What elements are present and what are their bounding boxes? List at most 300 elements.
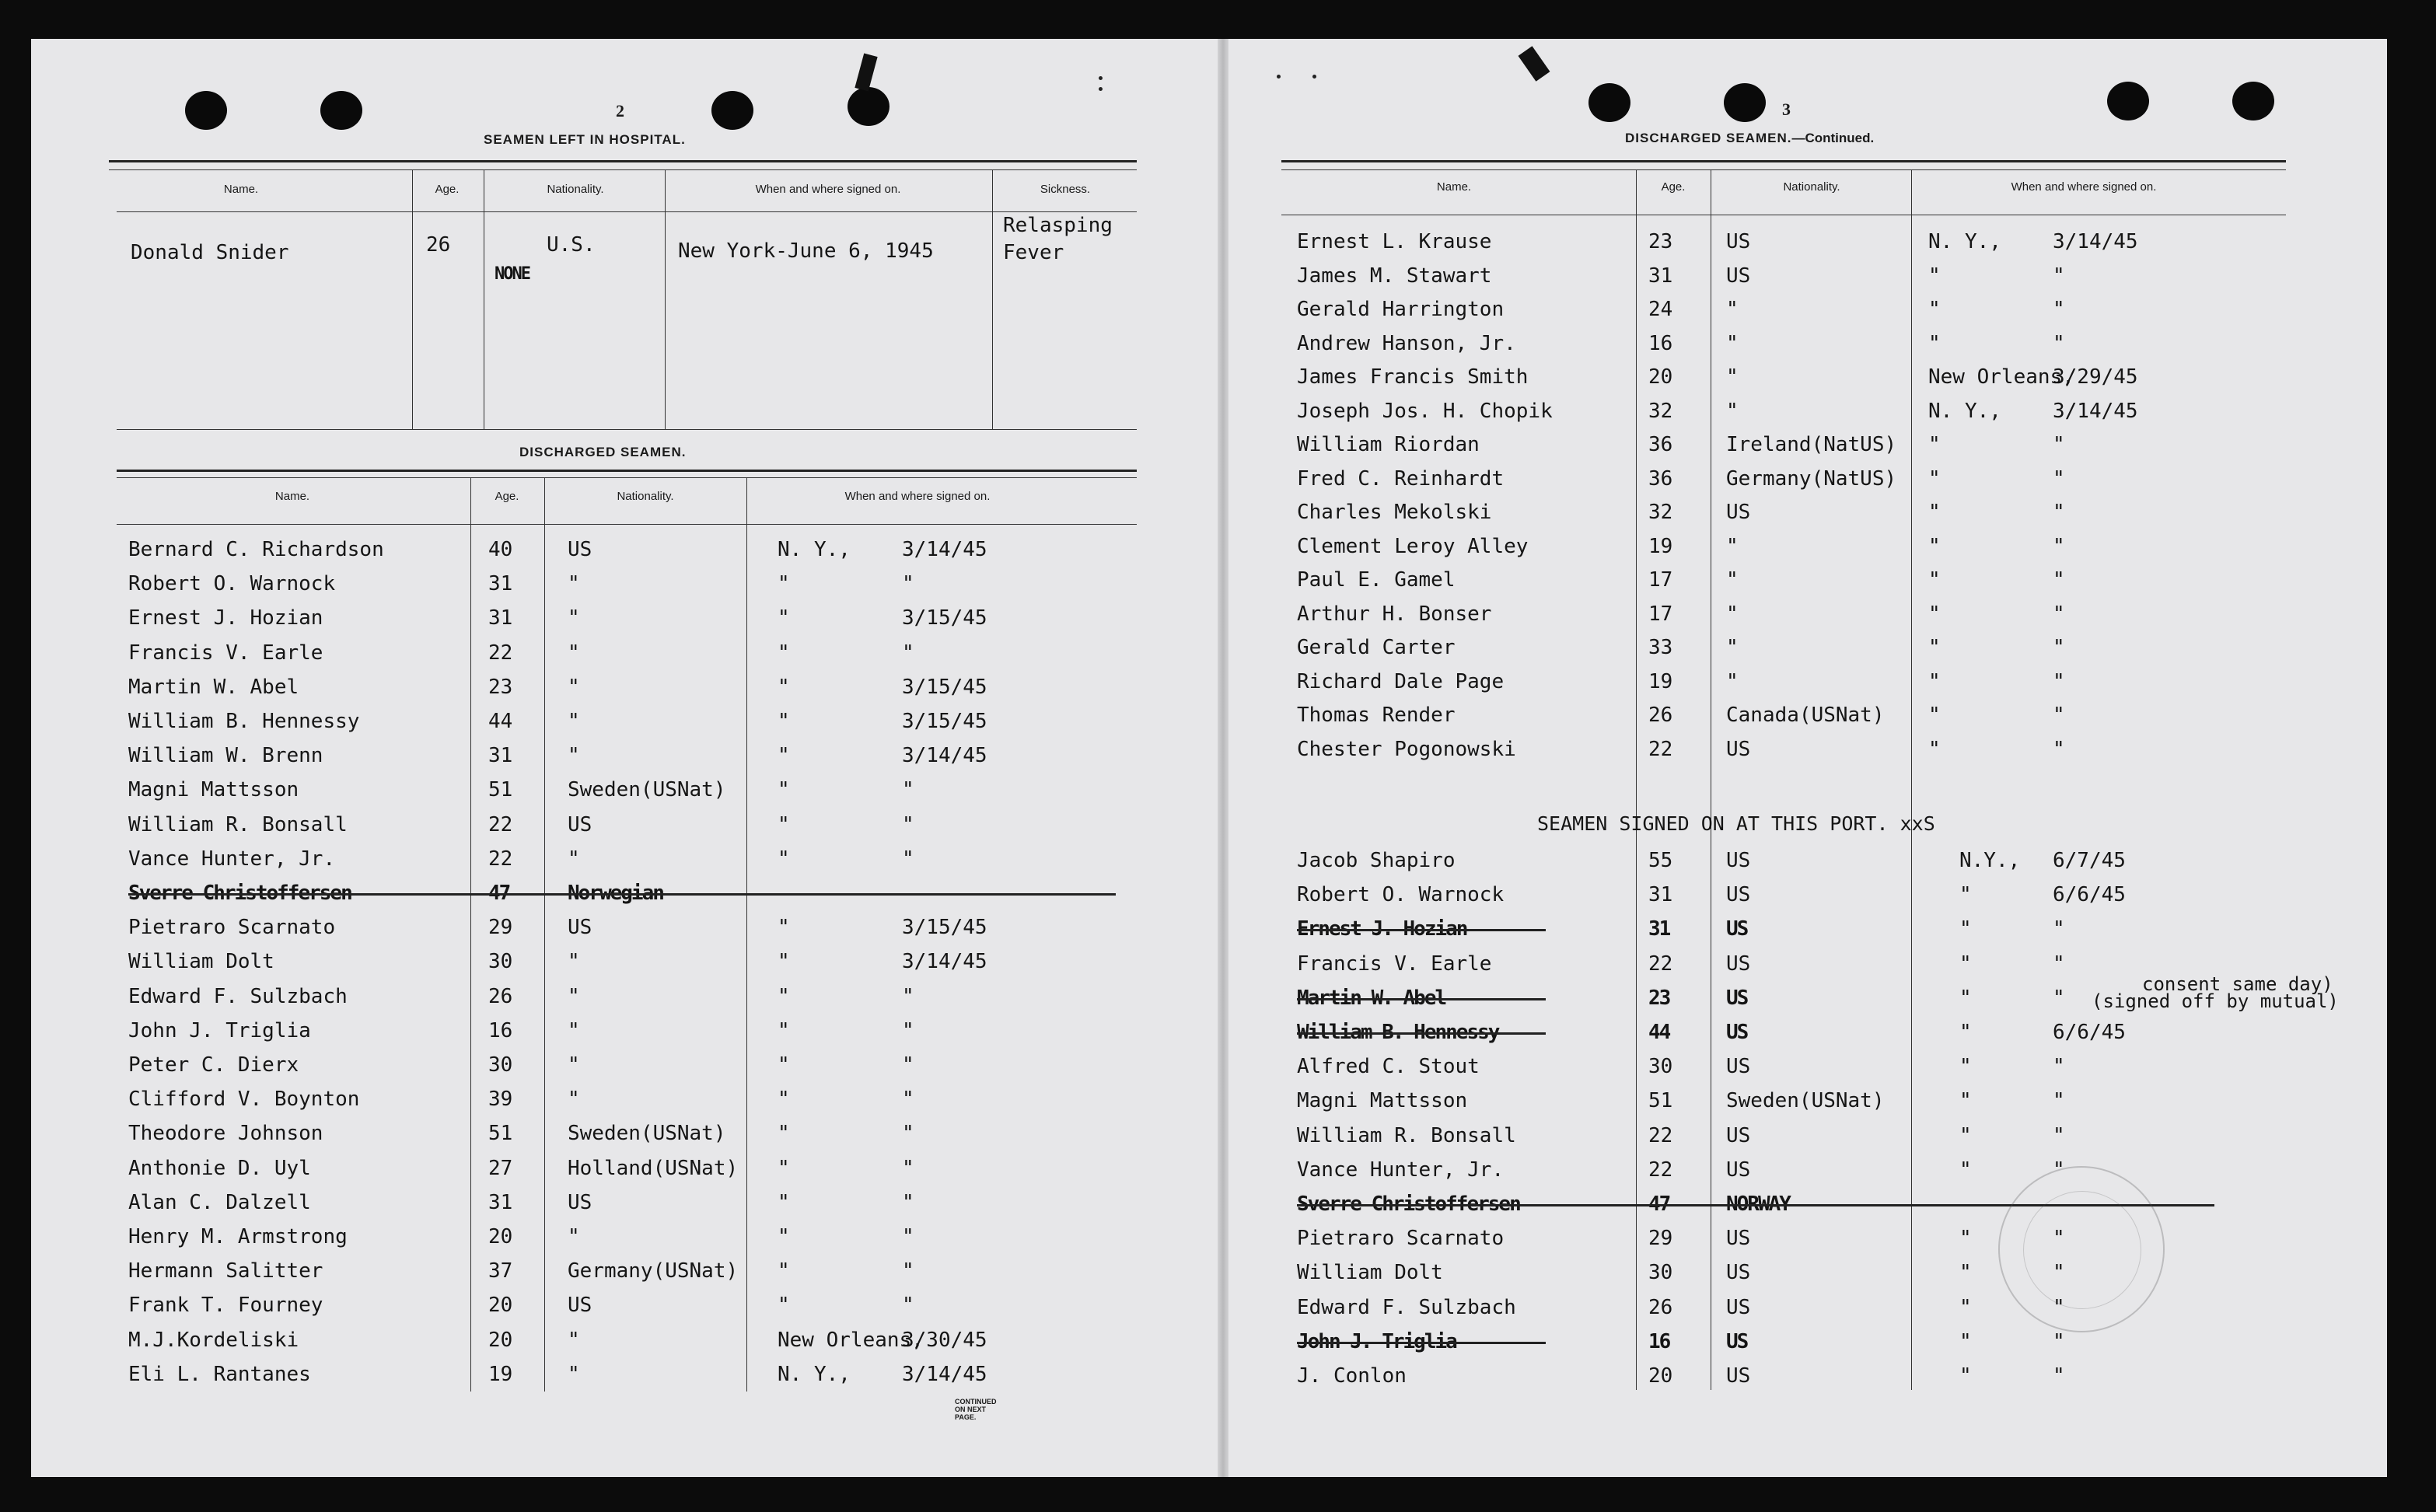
row-signed-place: " [778,1294,790,1318]
row-nationality: " [568,675,580,699]
row-signed-date: " [2053,264,2065,288]
row-signed-place: " [1959,1158,1972,1182]
row-name: Paul E. Gamel [1297,568,1456,592]
row-signed-place: " [778,572,790,596]
row-nationality: US [1726,986,1748,1010]
row-signed-date: 3/14/45 [902,744,987,768]
hospital-nationality: U.S. [547,233,596,257]
punch-hole [711,91,753,130]
row-signed-date: " [902,1053,914,1077]
center-fold [1218,39,1228,1477]
row-nationality: Sweden(USNat) [568,778,726,802]
row-age: 19 [1648,534,1673,558]
row-signed-date: " [902,1259,914,1283]
row-nationality: " [568,847,580,871]
row-name: Sverre Christoffersen [128,882,351,905]
row-nationality: US [568,538,592,561]
row-age: 29 [488,916,513,940]
row-age: 31 [1648,883,1673,907]
row-age: 31 [488,572,513,596]
dust-mark [1099,76,1103,80]
row-name: Edward F. Sulzbach [1297,1295,1516,1319]
row-signed-place: " [778,916,790,940]
row-signed-date: " [902,1225,914,1248]
row-age: 19 [488,1362,513,1386]
row-signed-date: 3/15/45 [902,710,987,733]
row-name: Theodore Johnson [128,1122,323,1146]
row-nationality: " [1726,331,1739,355]
row-nationality: NORWAY [1726,1192,1790,1216]
strike-line [1297,1342,1546,1344]
row-signed-date: " [2053,298,2065,321]
row-name: Magni Mattsson [128,778,299,802]
row-signed-date: 3/29/45 [2053,365,2138,389]
row-signed-place: " [778,1259,790,1283]
row-name: James Francis Smith [1297,365,1529,389]
column-header-signed-on: When and where signed on. [2011,180,2157,194]
row-age: 22 [488,812,513,836]
row-age: 31 [488,744,513,768]
row-signed-date: 3/14/45 [2053,230,2138,253]
row-signed-date: " [2053,952,2065,976]
row-signed-place: N. Y., [778,538,851,561]
row-signed-place: " [1928,669,1941,693]
row-signed-place: " [778,606,790,630]
row-signed-date: " [902,778,914,802]
row-signed-place: " [778,675,790,699]
row-name: William W. Brenn [128,744,323,768]
row-age: 32 [1648,399,1673,423]
row-age: 20 [488,1328,513,1352]
row-name: Vance Hunter, Jr. [128,847,336,871]
row-signed-place: " [778,1190,790,1214]
row-nationality: " [568,950,580,974]
row-nationality: Germany(USNat) [568,1259,739,1283]
row-signed-place: " [1928,737,1941,761]
row-signed-date: " [902,641,914,665]
row-nationality: US [1726,917,1748,941]
punch-hole [1588,83,1630,122]
strike-line [1297,998,1546,1000]
row-name: Martin W. Abel [1297,986,1446,1010]
row-age: 19 [1648,669,1673,693]
row-name: M.J.Kordeliski [128,1328,299,1352]
column-header-nationality: Nationality. [617,490,674,503]
row-nationality: US [1726,264,1751,288]
row-signed-place: " [778,710,790,733]
row-name: Magni Mattsson [1297,1089,1468,1113]
row-signed-place: " [778,847,790,871]
row-signed-date: 3/14/45 [902,538,987,561]
row-name: Clement Leroy Alley [1297,534,1529,558]
row-nationality: " [568,710,580,733]
row-signed-place: " [1959,1021,1972,1044]
row-nationality: " [568,641,580,665]
row-nationality: US [1726,883,1751,907]
row-age: 44 [488,710,513,733]
row-nationality: US [568,916,592,940]
row-age: 23 [488,675,513,699]
row-nationality: " [568,1088,580,1112]
row-signed-date: " [2053,466,2065,491]
row-age: 39 [488,1088,513,1112]
continued-note: CONTINUED ON NEXT PAGE. [955,1398,997,1421]
row-signed-place: " [1928,534,1941,558]
row-nationality: US [1726,1158,1751,1182]
page-number: 3 [1782,100,1791,119]
row-nationality: " [568,606,580,630]
row-signed-date: " [2053,1295,2065,1319]
row-nationality: US [1726,1295,1751,1319]
row-age: 47 [1648,1192,1670,1216]
row-signed-date: " [2053,1123,2065,1147]
row-nationality: Canada(USNat) [1726,704,1885,727]
row-name: Pietraro Scarnato [128,916,336,940]
row-nationality: " [1726,636,1739,659]
row-age: 40 [488,538,513,561]
row-name: William R. Bonsall [128,812,348,836]
row-signed-date: " [2053,986,2065,1010]
row-nationality: US [1726,1364,1751,1388]
row-signed-date: 3/15/45 [902,606,987,630]
row-nationality: Norwegian [568,882,663,905]
signed-on-section-title: SEAMEN SIGNED ON AT THIS PORT. xxS [1537,812,1935,835]
row-age: 20 [1648,1364,1673,1388]
title-suffix: —Continued. [1791,131,1875,145]
row-signed-place: N. Y., [1928,399,2001,423]
row-age: 30 [1648,1055,1673,1079]
row-name: Gerald Carter [1297,636,1456,659]
row-name: William Dolt [1297,1261,1443,1285]
row-age: 22 [1648,952,1673,976]
faded-stamp [1998,1166,2165,1332]
row-signed-date: 3/15/45 [902,675,987,699]
row-signed-date: " [2053,1158,2065,1182]
row-age: 27 [488,1156,513,1180]
row-signed-place: " [1928,568,1941,592]
row-signed-date: " [902,847,914,871]
row-signed-date: " [2053,433,2065,456]
row-age: 20 [1648,365,1673,389]
column-header-name: Name. [274,490,310,503]
row-nationality: " [568,1225,580,1248]
row-signed-date: " [2053,917,2065,941]
row-signed-date: " [2053,1364,2065,1388]
row-nationality: " [1726,568,1739,592]
row-nationality: " [1726,534,1739,558]
row-signed-date: " [902,1294,914,1318]
row-name: Clifford V. Boynton [128,1088,360,1112]
row-age: 23 [1648,230,1673,253]
note-consent: consent same day) [2142,973,2333,995]
row-age: 26 [1648,1295,1673,1319]
row-signed-place: " [1959,1123,1972,1147]
row-signed-place: " [1959,1089,1972,1113]
row-name: Francis V. Earle [128,641,323,665]
row-age: 26 [488,984,513,1008]
row-name: William Riordan [1297,433,1480,456]
row-signed-place: " [778,1122,790,1146]
column-header-nationality: Nationality. [1783,180,1840,194]
row-signed-date: 6/7/45 [2053,849,2126,872]
row-name: Peter C. Dierx [128,1053,299,1077]
row-signed-place: N.Y., [1959,849,2021,872]
row-nationality: US [1726,1055,1751,1079]
row-name: Hermann Salitter [128,1259,323,1283]
row-age: 44 [1648,1021,1670,1044]
row-signed-date: 3/14/45 [902,950,987,974]
row-nationality: " [568,744,580,768]
row-name: Gerald Harrington [1297,298,1505,321]
row-age: 30 [488,1053,513,1077]
row-signed-place: " [1928,501,1941,524]
row-age: 55 [1648,849,1673,872]
column-header-age: Age. [1661,180,1686,194]
column-header-name: Name. [223,183,259,196]
hospital-name: Donald Snider [131,241,289,264]
row-name: Bernard C. Richardson [128,538,384,561]
row-signed-place: " [1959,1295,1972,1319]
row-signed-place: " [1928,704,1941,727]
row-nationality: US [1726,1227,1751,1251]
row-signed-date: 6/6/45 [2053,1021,2126,1044]
row-age: 22 [488,641,513,665]
row-signed-place: New Orleans, [778,1328,924,1352]
row-signed-date: 3/30/45 [902,1328,987,1352]
row-name: Ernest J. Hozian [1297,917,1467,941]
column-header-age: Age. [435,183,460,196]
discharged-section-title: DISCHARGED SEAMEN. [519,445,687,459]
row-age: 17 [1648,602,1673,626]
row-name: John J. Triglia [1297,1329,1456,1353]
row-signed-place: " [778,641,790,665]
row-nationality: US [1726,501,1751,524]
row-signed-date: " [902,984,914,1008]
row-age: 22 [1648,737,1673,761]
dust-mark [1277,75,1281,79]
strike-line [1297,929,1546,931]
row-age: 31 [488,1190,513,1214]
row-name: Fred C. Reinhardt [1297,466,1505,491]
row-signed-date: " [2053,331,2065,355]
row-signed-place: " [1959,917,1972,941]
row-nationality: " [568,984,580,1008]
row-name: Sverre Christoffersen [1297,1192,1520,1216]
row-signed-place: " [778,778,790,802]
row-age: 22 [1648,1123,1673,1147]
row-nationality: " [568,1053,580,1077]
row-signed-date: " [902,572,914,596]
row-signed-place: " [778,950,790,974]
hospital-sickness-2: Fever [1003,241,1064,264]
row-nationality: " [568,1328,580,1352]
row-signed-date: " [2053,501,2065,524]
hospital-section-title: SEAMEN LEFT IN HOSPITAL. [484,132,686,147]
row-nationality: " [1726,669,1739,693]
row-nationality: US [1726,1123,1751,1147]
hospital-age: 26 [426,233,451,257]
row-signed-place: " [778,1225,790,1248]
row-age: 47 [488,882,510,905]
row-name: Jacob Shapiro [1297,849,1456,872]
row-signed-date: " [2053,1089,2065,1113]
row-nationality: US [1726,1021,1748,1044]
row-signed-date: 3/14/45 [2053,399,2138,423]
row-name: Andrew Hanson, Jr. [1297,331,1516,355]
row-name: Thomas Render [1297,704,1456,727]
row-name: Vance Hunter, Jr. [1297,1158,1505,1182]
row-name: James M. Stawart [1297,264,1492,288]
row-signed-date: " [2053,737,2065,761]
row-nationality: US [1726,737,1751,761]
row-age: 17 [1648,568,1673,592]
row-signed-date: " [2053,704,2065,727]
row-age: 30 [488,950,513,974]
row-nationality: US [1726,1261,1751,1285]
row-age: 24 [1648,298,1673,321]
row-name: Anthonie D. Uyl [128,1156,311,1180]
row-name: Joseph Jos. H. Chopik [1297,399,1553,423]
row-age: 16 [1648,1329,1670,1353]
row-name: Edward F. Sulzbach [128,984,348,1008]
row-signed-place: " [1959,952,1972,976]
dust-mark [1312,75,1316,79]
row-nationality: US [568,1190,592,1214]
row-signed-place: New Orleans, [1928,365,2074,389]
punch-hole [2232,82,2274,120]
row-signed-place: " [1928,264,1941,288]
row-signed-date: " [902,1018,914,1042]
row-signed-place: " [1959,1364,1972,1388]
row-signed-date: " [2053,636,2065,659]
row-signed-place: " [1928,331,1941,355]
row-name: Francis V. Earle [1297,952,1492,976]
row-age: 20 [488,1294,513,1318]
row-signed-place: " [778,1053,790,1077]
row-signed-place: N. Y., [778,1362,851,1386]
row-age: 51 [1648,1089,1673,1113]
row-nationality: " [1726,399,1739,423]
row-name: William Dolt [128,950,274,974]
discharged-continued-title [1625,131,1874,146]
row-signed-date: " [902,1122,914,1146]
punch-hole [185,91,227,130]
row-name: Ernest J. Hozian [128,606,323,630]
row-signed-date: " [2053,669,2065,693]
row-age: 26 [1648,704,1673,727]
row-signed-place: " [1928,602,1941,626]
row-age: 20 [488,1225,513,1248]
row-name: Richard Dale Page [1297,669,1505,693]
column-header-nationality: Nationality. [547,183,604,196]
row-name: Martin W. Abel [128,675,299,699]
row-name: Ernest L. Krause [1297,230,1492,253]
row-signed-place: " [1959,1329,1972,1353]
row-age: 16 [1648,331,1673,355]
row-name: Arthur H. Bonser [1297,602,1492,626]
row-age: 31 [1648,917,1670,941]
row-nationality: Sweden(USNat) [568,1122,726,1146]
row-signed-date: " [2053,1329,2065,1353]
row-age: 23 [1648,986,1670,1010]
row-name: William B. Hennessy [128,710,360,733]
row-nationality: US [1726,230,1751,253]
hospital-nationality-struck: NONE [495,264,529,284]
row-signed-place: " [1928,433,1941,456]
row-nationality: Sweden(USNat) [1726,1089,1885,1113]
row-signed-date: 3/14/45 [902,1362,987,1386]
strike-line [128,893,1116,896]
row-signed-date: " [2053,568,2065,592]
row-signed-place: " [778,1018,790,1042]
column-header-signed-on: When and where signed on. [844,490,991,503]
row-name: Alan C. Dalzell [128,1190,311,1214]
row-signed-place: " [778,1156,790,1180]
row-signed-place: " [1959,986,1972,1010]
row-name: Robert O. Warnock [128,572,336,596]
row-signed-place: " [1928,298,1941,321]
row-name: Charles Mekolski [1297,501,1492,524]
row-signed-place: " [778,984,790,1008]
row-signed-place: " [778,1088,790,1112]
row-name: John J. Triglia [128,1018,311,1042]
row-age: 32 [1648,501,1673,524]
column-header-name: Name. [1436,180,1472,194]
row-nationality: " [1726,365,1739,389]
row-age: 31 [1648,264,1673,288]
row-age: 16 [488,1018,513,1042]
row-signed-place: " [1928,636,1941,659]
row-signed-date: " [902,1156,914,1180]
row-name: Chester Pogonowski [1297,737,1516,761]
row-name: Robert O. Warnock [1297,883,1505,907]
row-nationality: Holland(USNat) [568,1156,739,1180]
row-nationality: US [568,812,592,836]
row-signed-place: " [1959,1227,1972,1251]
row-name: J. Conlon [1297,1364,1407,1388]
note-signed-off: (signed off by mutual) [2092,990,2339,1012]
row-signed-date: 3/15/45 [902,916,987,940]
row-age: 33 [1648,636,1673,659]
row-signed-date: " [2053,1261,2065,1285]
punch-hole [320,91,362,130]
row-signed-place: " [778,744,790,768]
row-nationality: " [568,1362,580,1386]
column-header-age: Age. [495,490,519,503]
row-age: 36 [1648,466,1673,491]
row-signed-date: " [2053,1227,2065,1251]
row-signed-date: " [2053,534,2065,558]
row-age: 31 [488,606,513,630]
hospital-signed-on: New York-June 6, 1945 [678,239,934,263]
row-nationality: Ireland(NatUS) [1726,433,1897,456]
row-age: 22 [1648,1158,1673,1182]
page-number: 2 [616,101,624,120]
row-nationality: " [1726,298,1739,321]
row-nationality: Germany(NatUS) [1726,466,1897,491]
row-signed-date: " [2053,1055,2065,1079]
row-name: Alfred C. Stout [1297,1055,1480,1079]
row-nationality: US [1726,849,1751,872]
row-name: William R. Bonsall [1297,1123,1516,1147]
row-nationality: " [1726,602,1739,626]
row-age: 37 [488,1259,513,1283]
row-name: Pietraro Scarnato [1297,1227,1505,1251]
row-nationality: US [1726,952,1751,976]
row-age: 51 [488,1122,513,1146]
row-signed-place: N. Y., [1928,230,2001,253]
strike-line [1297,1032,1546,1035]
